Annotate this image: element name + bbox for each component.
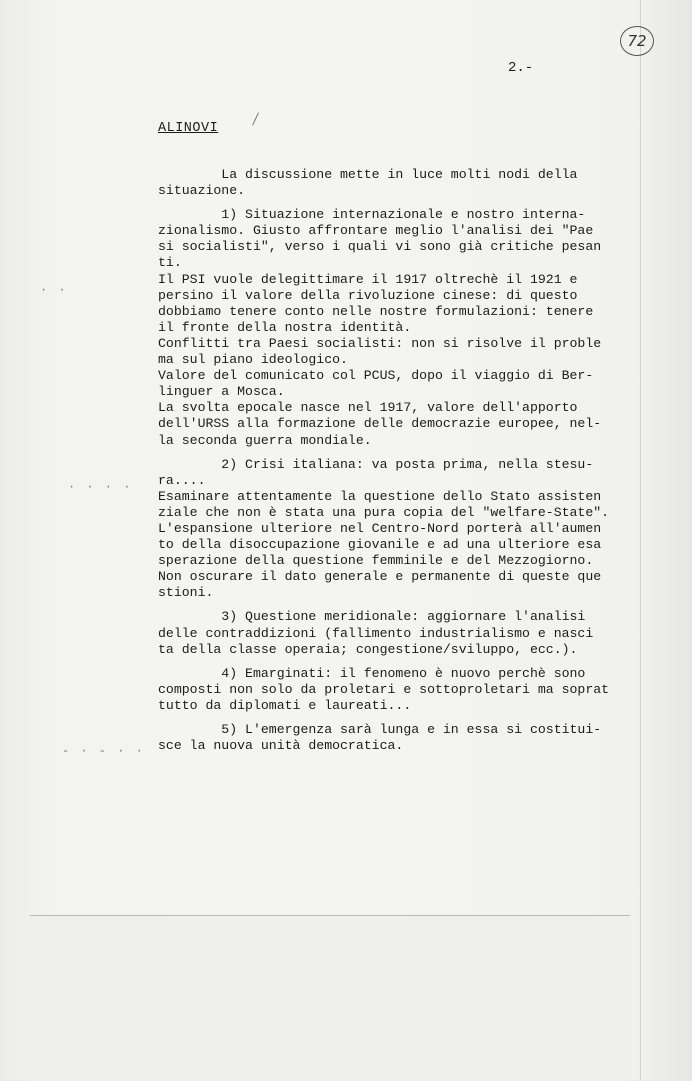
text-line: Non oscurare il dato generale e permanente di queste que	[158, 569, 602, 585]
text-line: dobbiamo tenere conto nelle nostre formulazioni: tenere	[158, 303, 594, 319]
text-line: linguer a Mosca.	[158, 384, 285, 400]
text-line: Conflitti tra Paesi socialisti: non si risolve il proble	[158, 335, 602, 351]
text-line: Il PSI vuole delegittimare il 1917 oltrechè il 1921 e	[158, 271, 578, 287]
paragraph-gap	[158, 199, 638, 207]
page-fold-line	[640, 0, 641, 1080]
text-line: Esaminare attentamente la questione dello Stato assisten	[158, 488, 602, 504]
paragraph-gap	[158, 714, 638, 722]
text-line: 5) L'emergenza sarà lunga e in essa si costitui-	[158, 722, 602, 737]
text-line: ma sul piano ideologico.	[158, 352, 348, 368]
text-line: zionalismo. Giusto affrontare meglio l'analisi dei "Pae	[158, 223, 594, 239]
margin-dots: · · · ·	[68, 480, 133, 494]
text-line: sperazione della questione femminile e del Mezzogiorno.	[158, 553, 594, 569]
paragraph-gap	[158, 449, 638, 457]
text-line: delle contraddizioni (fallimento industrialismo e nasci	[158, 625, 594, 641]
text-line: Valore del comunicato col PCUS, dopo il viaggio di Ber-	[158, 368, 594, 384]
text-line: si socialisti", verso i quali vi sono già critiche pesan	[158, 239, 602, 255]
text-line: 4) Emarginati: il fenomeno è nuovo perchè sono	[158, 665, 586, 681]
text-line: La discussione mette in luce molti nodi della	[158, 167, 578, 182]
text-line: il fronte della nostra identità.	[158, 319, 412, 335]
text-line: composti non solo da proletari e sottoproletari ma soprat	[158, 681, 610, 697]
page-number: 2.-	[508, 60, 534, 76]
text-line: ra....	[158, 472, 206, 488]
text-line: tutto da diplomati e laureati...	[158, 697, 412, 713]
corner-smudge	[650, 0, 692, 22]
paragraph-gap	[158, 658, 638, 666]
pencil-tick-mark	[252, 112, 259, 125]
text-line: sce la nuova unità democratica.	[158, 738, 404, 754]
text-line: 2) Crisi italiana: va posta prima, nella stesu-	[158, 456, 594, 472]
margin-dots: - · - · ·	[62, 744, 145, 758]
underlying-sheet-edge	[30, 915, 630, 1081]
text-line: ziale che non è stata una pura copia del "welfare-State".	[158, 504, 610, 520]
text-line: ti.	[158, 255, 182, 271]
text-line: L'espansione ulteriore nel Centro-Nord porterà all'aumen	[158, 520, 602, 536]
text-line: 3) Questione meridionale: aggiornare l'analisi	[158, 609, 586, 625]
document-body	[158, 167, 638, 754]
text-line: 1) Situazione internazionale e nostro interna-	[158, 207, 586, 223]
margin-dots: · ·	[40, 283, 68, 297]
speaker-heading: ALINOVI	[158, 121, 219, 136]
text-line: la seconda guerra mondiale.	[158, 432, 372, 448]
archive-stamp-number: 72	[620, 26, 654, 56]
text-line: ta della classe operaia; congestione/sviluppo, ecc.).	[158, 641, 578, 657]
text-line: La svolta epocale nasce nel 1917, valore dell'apporto	[158, 400, 578, 416]
text-line: persino il valore della rivoluzione cinese: di questo	[158, 287, 578, 303]
paragraph-gap	[158, 601, 638, 609]
text-line: to della disoccupazione giovanile e ad una ulteriore esa	[158, 537, 602, 553]
text-line: dell'URSS alla formazione delle democrazie europee, nel-	[158, 416, 602, 432]
text-line: situazione.	[158, 183, 246, 199]
text-line: stioni.	[158, 585, 214, 601]
